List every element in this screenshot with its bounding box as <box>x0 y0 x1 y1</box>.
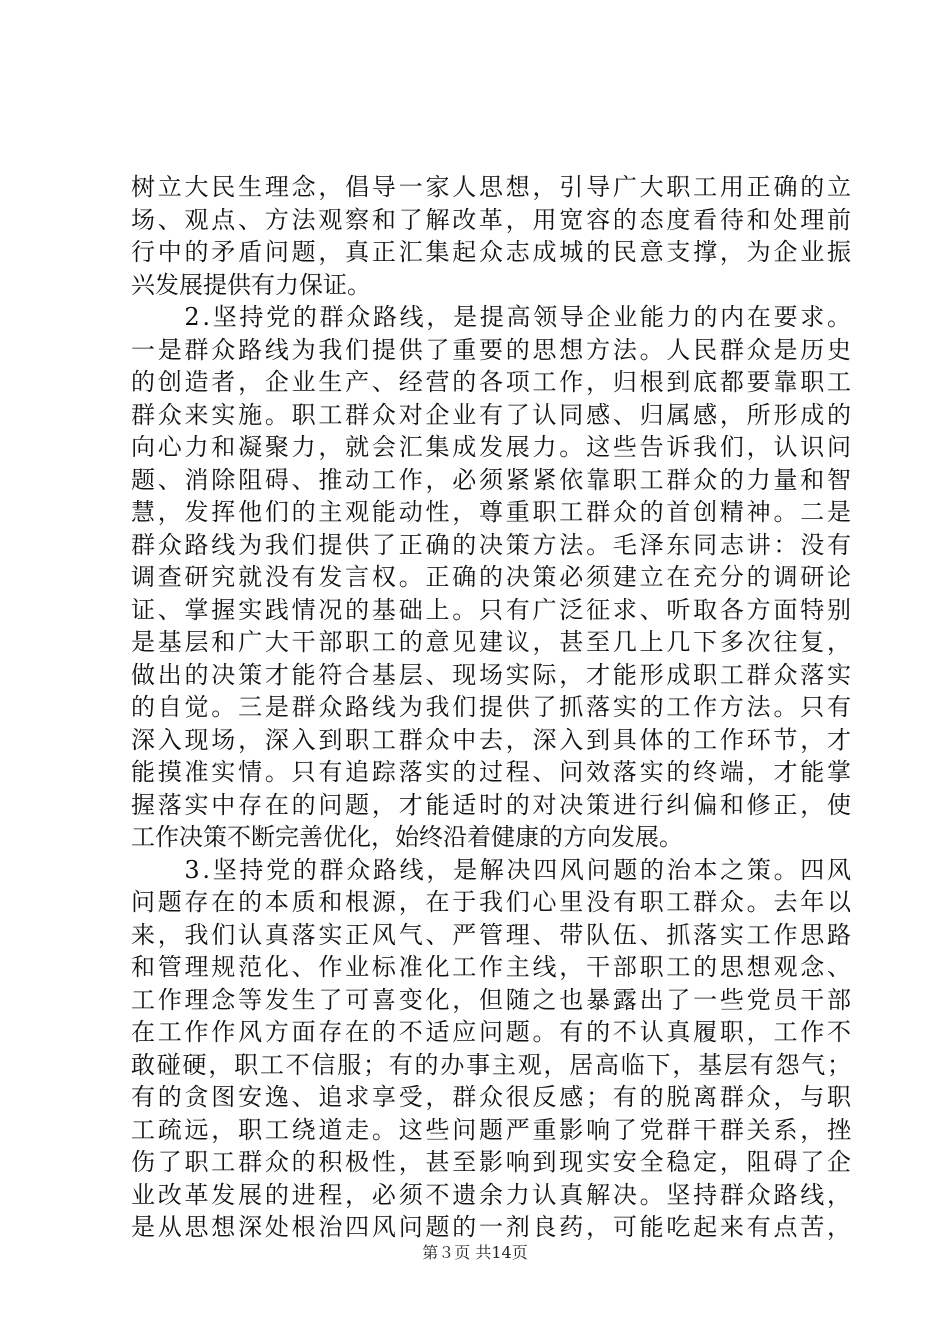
text-line: 做出的决策才能符合基层、现场实际，才能形成职工群众落实 <box>131 660 854 689</box>
text-line: 兴发展提供有力保证。 <box>131 270 371 299</box>
text-line: 是基层和广大干部职工的意见建议，甚至几上几下多次往复， <box>131 628 854 656</box>
text-line: 题、消除阻碍、推动工作，必须紧紧依靠职工群众的力量和智 <box>131 465 854 494</box>
text-line: 树立大民生理念，倡导一家人思想，引导广大职工用正确的立 <box>131 173 854 201</box>
text-line: 工作决策不断完善优化，始终沿着健康的方向发展。 <box>131 823 683 851</box>
text-line: 向心力和凝聚力，就会汇集成发展力。这些告诉我们，认识问 <box>131 433 854 461</box>
text-line: 敢碰硬，职工不信服；有的办事主观，居高临下，基层有怨气； <box>131 1050 853 1079</box>
text-line: 的创造者，企业生产、经营的各项工作，归根到底都要靠职工 <box>131 368 854 396</box>
text-line: 场、观点、方法观察和了解改革，用宽容的态度看待和处理前 <box>131 205 854 234</box>
text-line: 在工作作风方面存在的不适应问题。有的不认真履职，工作不 <box>131 1018 854 1046</box>
text-line: 有的贪图安逸、追求享受，群众很反感；有的脱离群众，与职 <box>131 1083 854 1111</box>
text-line: 伤了职工群众的积极性，甚至影响到现实安全稳定，阻碍了企 <box>131 1148 854 1176</box>
text-line: 握落实中存在的问题，才能适时的对决策进行纠偏和修正，使 <box>131 790 854 819</box>
text-line: 能摸准实情。只有追踪落实的过程、问效落实的终端，才能掌 <box>131 758 854 786</box>
text-line: 群众路线为我们提供了正确的决策方法。毛泽东同志讲：没有 <box>131 530 854 559</box>
text-line: 业改革发展的进程，必须不遗余力认真解决。坚持群众路线， <box>131 1180 854 1209</box>
text-line: 来，我们认真落实正风气、严管理、带队伍、抓落实工作思路 <box>131 920 854 949</box>
page-footer: 第３页 共14页 <box>422 1243 528 1262</box>
text-line: 一是群众路线为我们提供了重要的思想方法。人民群众是历史 <box>131 335 854 364</box>
text-line: 行中的矛盾问题，真正汇集起众志成城的民意支撑，为企业振 <box>131 238 854 266</box>
text-line: 3.坚持党的群众路线，是解决四风问题的治本之策。四风 <box>131 855 854 884</box>
text-line: 深入现场，深入到职工群众中去，深入到具体的工作环节，才 <box>131 725 854 754</box>
text-line: 证、掌握实践情况的基础上。只有广泛征求、听取各方面特别 <box>131 595 854 624</box>
text-line: 工作理念等发生了可喜变化，但随之也暴露出了一些党员干部 <box>131 985 854 1014</box>
text-line: 2.坚持党的群众路线，是提高领导企业能力的内在要求。 <box>131 303 854 331</box>
text-line: 调查研究就没有发言权。正确的决策必须建立在充分的调研论 <box>131 563 854 591</box>
text-line: 慧，发挥他们的主观能动性，尊重职工群众的首创精神。二是 <box>131 498 854 526</box>
text-line: 问题存在的本质和根源，在于我们心里没有职工群众。去年以 <box>131 888 854 916</box>
text-line: 群众来实施。职工群众对企业有了认同感、归属感，所形成的 <box>131 400 854 429</box>
text-line: 的自觉。三是群众路线为我们提供了抓落实的工作方法。只有 <box>131 693 854 721</box>
text-line: 是从思想深处根治四风问题的一剂良药，可能吃起来有点苦， <box>131 1213 854 1241</box>
body-text <box>131 171 854 1244</box>
text-line: 工疏远，职工绕道走。这些问题严重影响了党群干群关系，挫 <box>131 1115 854 1144</box>
text-line: 和管理规范化、作业标准化工作主线，干部职工的思想观念、 <box>131 953 854 981</box>
